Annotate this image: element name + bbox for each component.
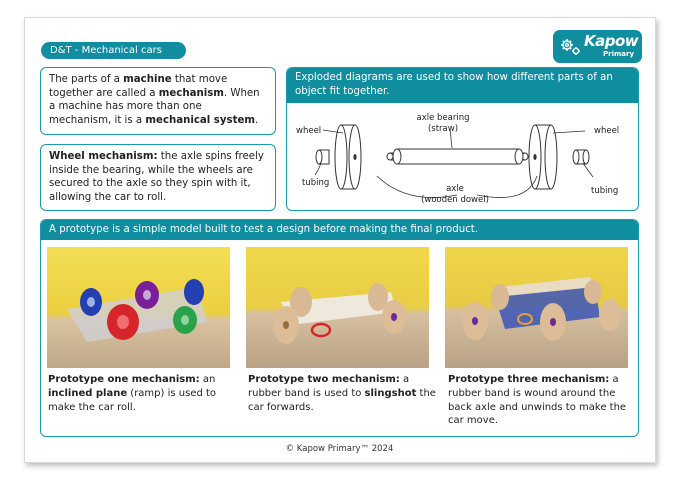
label-axle-dowel: (wooden dowel) — [421, 195, 489, 205]
kapow-logo — [553, 30, 642, 63]
intro-text — [49, 73, 267, 127]
text-segment: (ramp) is used to make the car roll. — [48, 387, 217, 413]
text-segment: that move together are called a — [49, 74, 228, 99]
text-segment: . When a machine has more than one mechanism, it is a — [49, 87, 260, 126]
prototype-three-caption — [448, 373, 636, 428]
bold-term: Wheel mechanism: — [49, 151, 158, 162]
bold-term: Prototype three mechanism: — [448, 374, 610, 385]
bold-term: slingshot — [364, 387, 417, 399]
label-bearing-straw: (straw) — [427, 124, 459, 134]
exploded-diagram-box — [286, 67, 639, 211]
text-segment: The parts of a — [49, 74, 124, 85]
gear-icon — [558, 34, 582, 58]
prototype-two-caption — [248, 373, 436, 414]
label-tubing-left: tubing — [302, 178, 330, 188]
left-tubing-part — [316, 150, 329, 164]
prototype-banner: A prototype is a simple model built to test a design before making the final product. — [41, 220, 638, 240]
page-title: D&T - Mechanical cars — [41, 42, 186, 59]
bold-term: machine — [123, 74, 172, 85]
left-wheel-part — [335, 125, 361, 189]
prototype-one-caption — [48, 373, 236, 414]
prototype-three-photo — [445, 247, 628, 368]
wheel-mechanism-text — [49, 150, 267, 204]
text-segment: an — [199, 374, 216, 385]
text-segment: the car forwards. — [248, 387, 436, 413]
bold-term: mechanical system — [145, 114, 255, 126]
right-wheel-part — [529, 125, 557, 189]
copyright-footer: © Kapow Primary™ 2024 — [285, 444, 394, 454]
bold-term: inclined plane — [48, 387, 128, 399]
right-tubing-part — [573, 150, 589, 164]
intro-text-box — [40, 67, 276, 135]
label-axle: axle — [446, 184, 464, 194]
wheel-mechanism-box — [40, 144, 276, 211]
label-tubing-right: tubing — [591, 186, 619, 196]
bold-term: mechanism — [158, 87, 224, 99]
label-bearing: axle bearing — [416, 113, 470, 123]
text-segment: the axle spins freely inside the bearing, while the wheels are secured to the axle so they spin with it, allowing the car to roll. — [49, 151, 264, 203]
exploded-diagram — [287, 103, 639, 211]
text-segment: . — [254, 114, 259, 126]
logo-brand: Kapow — [584, 32, 639, 50]
bold-term: Prototype one mechanism: — [48, 374, 200, 385]
label-wheel-left: wheel — [296, 126, 322, 136]
text-segment: a rubber band is used to — [248, 374, 410, 399]
diagram-heading: Exploded diagrams are used to show how different parts of an object fit together. — [287, 68, 638, 103]
label-wheel-right: wheel — [594, 126, 620, 136]
bold-term: Prototype two mechanism: — [248, 374, 400, 385]
axle-part — [387, 149, 528, 164]
text-segment: a rubber band is wound around the back axle and unwinds to make the car move. — [448, 374, 627, 427]
prototype-two-photo — [246, 247, 429, 368]
prototype-one-photo — [47, 247, 230, 368]
logo-subtitle: Primary — [603, 50, 635, 58]
